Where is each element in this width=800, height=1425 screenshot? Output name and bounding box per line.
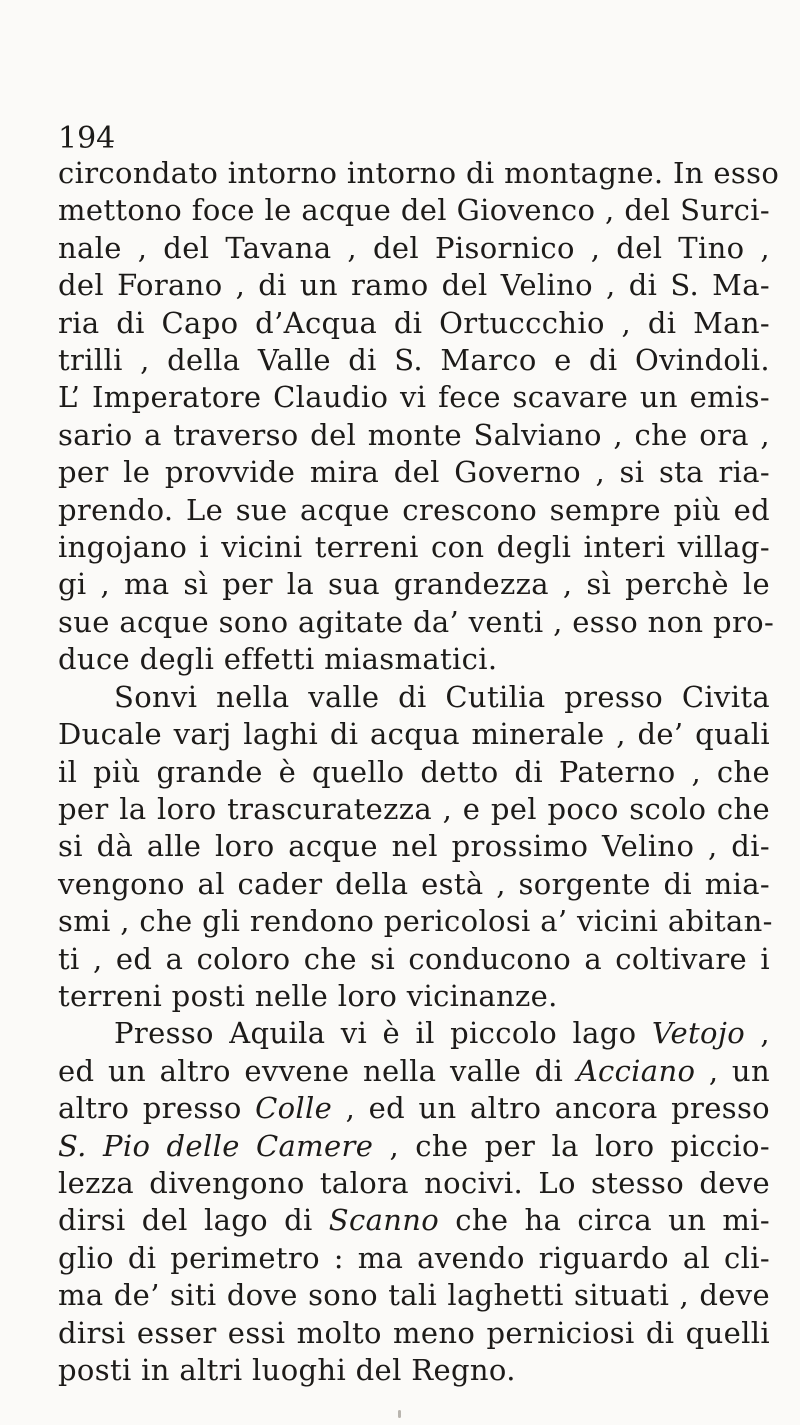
italic-text: Scanno xyxy=(328,1203,440,1238)
text-segment: altro presso xyxy=(58,1091,256,1126)
text-line xyxy=(58,828,770,865)
italic-text: Acciano xyxy=(576,1053,696,1088)
text-segment: terreni posti nelle loro vicinanze. xyxy=(58,978,558,1013)
text-segment: sue acque sono agitate da’ venti , esso non pro- xyxy=(58,604,775,639)
text-line xyxy=(58,1315,770,1352)
text-segment: smi , che gli rendono pericolosi a’ vicini abitan- xyxy=(58,904,773,939)
italic-text: Vetojo xyxy=(651,1016,746,1051)
text-line xyxy=(58,1277,770,1314)
text-segment: per la loro trascuratezza , e pel poco scolo che xyxy=(58,791,770,826)
text-segment: glio di perimetro : ma avendo riguardo al cli- xyxy=(58,1240,770,1275)
text-segment: ingojano i vicini terreni con degli interi villag- xyxy=(58,530,770,565)
text-segment: trilli , della Valle di S. Marco e di Ovindoli. xyxy=(58,343,770,378)
text-segment: dirsi del lago di xyxy=(58,1203,329,1238)
text-line xyxy=(58,641,770,678)
text-line xyxy=(58,230,770,267)
text-segment: prendo. Le sue acque crescono sempre più ed xyxy=(58,492,770,527)
text-segment: , xyxy=(745,1016,770,1051)
text-line xyxy=(58,604,775,641)
text-segment: ma de’ siti dove sono tali laghetti situati , deve xyxy=(58,1278,770,1313)
text-segment: duce degli effetti miasmatici. xyxy=(58,642,498,677)
text-segment: ti , ed a coloro che si conducono a coltivare i xyxy=(58,941,770,976)
text-line xyxy=(58,1053,770,1090)
text-segment: del Forano , di un ramo del Velino , di S. Ma- xyxy=(58,268,770,303)
text-line xyxy=(58,379,770,416)
text-segment: che ha circa un mi- xyxy=(439,1203,770,1238)
text-line xyxy=(58,679,770,716)
text-line xyxy=(58,754,770,791)
text-line xyxy=(58,566,770,603)
text-segment: per le provvide mira del Governo , si sta ria- xyxy=(58,455,770,490)
text-line xyxy=(58,1165,770,1202)
page-number: 194 xyxy=(58,121,116,156)
text-segment: mettono foce le acque del Giovenco , del Surci- xyxy=(58,193,770,228)
text-line xyxy=(58,342,770,379)
text-line xyxy=(58,716,770,753)
text-segment: sario a traverso del monte Salviano , che ora , xyxy=(58,417,770,452)
text-line xyxy=(58,866,770,903)
text-line xyxy=(58,791,770,828)
text-line xyxy=(58,454,770,491)
text-line xyxy=(58,1128,770,1165)
italic-text: S. Pio delle Camere xyxy=(58,1128,374,1163)
text-segment: Sonvi nella valle di Cutilia presso Civita xyxy=(114,679,770,714)
text-segment: posti in altri luoghi del Regno. xyxy=(58,1353,516,1387)
text-line xyxy=(58,192,770,229)
text-line xyxy=(58,941,770,978)
text-line xyxy=(58,903,773,940)
text-line xyxy=(58,155,780,192)
text-segment: Ducale varj laghi di acqua minerale , de’ quali xyxy=(58,717,770,752)
page-text-block xyxy=(58,155,780,1389)
text-segment: dirsi esser essi molto meno perniciosi di quelli xyxy=(58,1315,770,1350)
text-segment: , un xyxy=(695,1053,770,1088)
text-line xyxy=(58,267,770,304)
text-segment: Presso Aquila vi è il piccolo lago xyxy=(114,1016,652,1051)
text-line xyxy=(58,529,770,566)
text-segment: il più grande è quello detto di Paterno , che xyxy=(58,754,770,789)
text-line xyxy=(58,978,770,1015)
text-segment: L’ Imperatore Claudio vi fece scavare un emis- xyxy=(58,380,770,415)
text-segment: ria di Capo d’Acqua di Ortuccchio , di Man- xyxy=(58,305,770,340)
ink-mark xyxy=(398,1410,401,1418)
text-segment: lezza divengono talora nocivi. Lo stesso deve xyxy=(58,1165,770,1200)
text-line xyxy=(58,1240,770,1277)
text-segment: , che per la loro piccio- xyxy=(373,1128,770,1163)
text-segment: circondato intorno intorno di montagne. In esso xyxy=(58,156,780,190)
italic-text: Colle xyxy=(255,1091,333,1126)
text-segment: gi , ma sì per la sua grandezza , sì perchè le xyxy=(58,567,770,602)
text-segment: nale , del Tavana , del Pisornico , del Tino , xyxy=(58,230,770,265)
text-line xyxy=(58,1202,770,1239)
text-line xyxy=(58,1090,770,1127)
text-line xyxy=(58,492,770,529)
text-segment: si dà alle loro acque nel prossimo Velino , di- xyxy=(58,829,770,864)
text-line xyxy=(58,305,770,342)
text-segment: ed un altro evvene nella valle di xyxy=(58,1053,577,1088)
text-line xyxy=(58,1015,770,1052)
text-line xyxy=(58,417,770,454)
text-segment: , ed un altro ancora presso xyxy=(332,1091,770,1126)
text-segment: vengono al cader della està , sorgente di mia- xyxy=(58,866,770,901)
text-line xyxy=(58,1352,770,1389)
